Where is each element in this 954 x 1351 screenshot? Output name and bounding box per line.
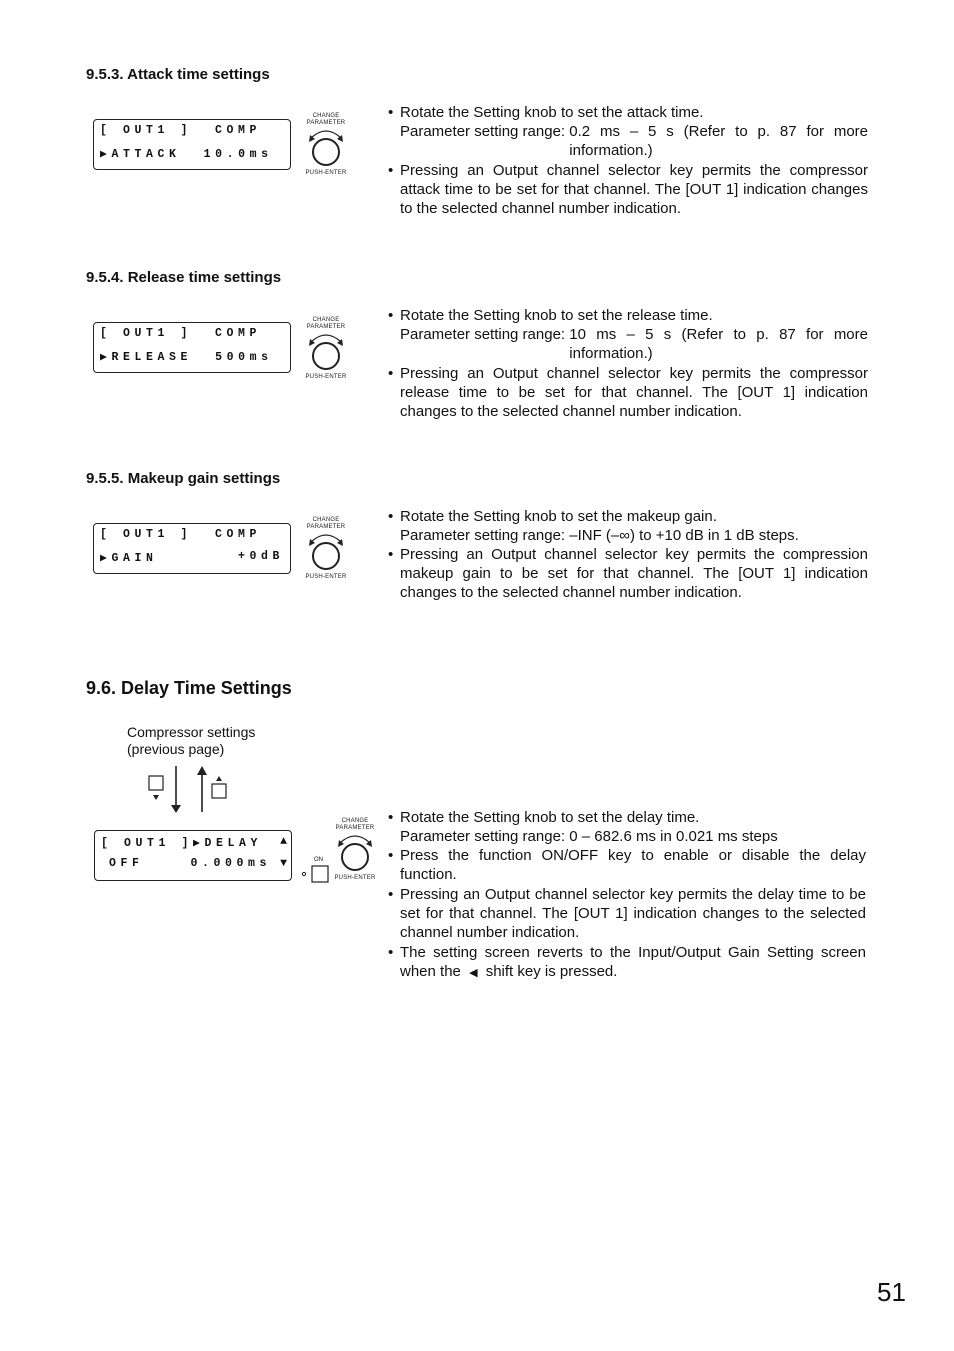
flow-caption-line: (previous page) <box>127 741 225 757</box>
flow-caption <box>127 724 255 758</box>
instruction-text: Pressing an Output channel selector key permits the delay time to be set for that channel. The [OUT 1] indication changes to the selected channel number indication. <box>400 886 866 941</box>
on-key-label: ON <box>314 857 323 863</box>
lcd-line-2 <box>100 349 273 364</box>
instruction-text: Pressing an Output channel selector key permits the compressor release time to be set for that channel. The [OUT 1] indication changes to the selected channel number indication. <box>400 365 868 420</box>
instruction-text: Rotate the Setting knob to set the release time. <box>400 307 713 324</box>
knob-caption-top: CHANGE <box>312 317 340 323</box>
bullet: • <box>388 307 394 324</box>
lcd-channel-label: [ OUT1 ] <box>101 837 194 850</box>
lcd-onoff-state: OFF <box>109 857 144 870</box>
knob-caption-bottom: PUSH-ENTER <box>305 574 347 580</box>
parameter-range <box>400 122 868 160</box>
knob-caption-top: CHANGE <box>341 818 369 824</box>
lcd-line-1 <box>101 835 285 850</box>
knob-caption-top: PARAMETER <box>335 825 375 831</box>
bullet: • <box>388 847 394 864</box>
bullet: • <box>388 944 394 961</box>
lcd-param-label: RELEASE <box>111 351 193 364</box>
bullet: • <box>388 546 394 563</box>
section-heading-attack: 9.5.3. Attack time settings <box>86 66 270 83</box>
cursor-arrow-icon: ▶ <box>100 148 112 161</box>
knob-icon <box>335 831 375 875</box>
bullet: • <box>388 886 394 903</box>
instruction-text: Rotate the Setting knob to set the delay time. <box>400 809 700 826</box>
range-value: 0.2 ms – 5 s (Refer to p. 87 for more information.) <box>569 123 868 159</box>
instruction-text: The setting screen reverts to the Input/Output Gain Setting screen when the <box>400 944 866 980</box>
lcd-line-2 <box>109 857 285 870</box>
bullet: • <box>388 508 394 525</box>
instruction-text: Pressing an Output channel selector key permits the compressor attack time to be set for that channel. The [OUT 1] indication changes to the selected channel number indication. <box>400 162 868 217</box>
knob-caption-top: CHANGE <box>312 113 340 119</box>
lcd-line-1: [ OUT1 ] COMP <box>100 124 262 137</box>
lcd-display-attack <box>93 119 291 170</box>
bullet: • <box>388 809 394 826</box>
bullet: • <box>388 162 394 179</box>
lcd-param-label: ATTACK <box>111 148 181 161</box>
knob-caption-top: PARAMETER <box>306 120 346 126</box>
lcd-line-2 <box>100 146 273 161</box>
knob-icon <box>306 126 346 170</box>
page-number: 51 <box>877 1277 906 1307</box>
instruction-text: Rotate the Setting knob to set the attack time. <box>400 104 704 121</box>
range-label: Parameter setting range: <box>400 123 570 140</box>
cursor-arrow-icon: ▶ <box>193 837 205 850</box>
scroll-up-icon: ▲ <box>280 835 287 848</box>
setting-knob[interactable] <box>296 317 356 381</box>
lcd-param-value: 500ms <box>215 351 273 364</box>
lcd-param-value: 10.0ms <box>203 148 273 161</box>
knob-icon <box>306 330 346 374</box>
navigation-flow-icon <box>140 762 240 814</box>
parameter-range: Parameter setting range: 0 – 682.6 ms in 0.021 ms steps <box>400 828 778 845</box>
knob-caption-top: PARAMETER <box>306 324 346 330</box>
lcd-param-label: GAIN <box>111 552 158 565</box>
knob-icon <box>306 530 346 574</box>
shift-key-icon: ◀ <box>469 967 478 979</box>
setting-knob[interactable] <box>296 113 356 177</box>
bullet: • <box>388 104 394 121</box>
parameter-range <box>400 325 868 363</box>
parameter-range: Parameter setting range: –INF (–∞) to +10 dB in 1 dB steps. <box>400 527 799 544</box>
instruction-text: Press the function ON/OFF key to enable or disable the delay function. <box>400 847 866 883</box>
knob-caption-bottom: PUSH-ENTER <box>334 875 376 881</box>
section-heading-delay: 9.6. Delay Time Settings <box>86 678 292 698</box>
lcd-display-delay <box>94 830 292 881</box>
knob-caption-bottom: PUSH-ENTER <box>305 374 347 380</box>
lcd-param-label: DELAY <box>204 837 263 850</box>
lcd-display-release <box>93 322 291 373</box>
scroll-down-icon: ▼ <box>280 857 287 870</box>
knob-caption-top: PARAMETER <box>306 524 346 530</box>
range-label: Parameter setting range: <box>400 326 570 343</box>
instruction-text: Pressing an Output channel selector key permits the compression makeup gain to be set for that channel. The [OUT 1] indication changes to the selected channel number indication. <box>400 546 868 601</box>
lcd-line-1: [ OUT1 ] COMP <box>100 327 262 340</box>
lcd-display-gain <box>93 523 291 574</box>
range-value: 10 ms – 5 s (Refer to p. 87 for more information.) <box>569 326 868 362</box>
instruction-text: Rotate the Setting knob to set the makeup gain. <box>400 508 717 525</box>
cursor-arrow-icon: ▶ <box>100 552 112 565</box>
setting-knob[interactable] <box>325 818 385 882</box>
lcd-param-value: 0.000ms <box>190 857 271 870</box>
setting-knob[interactable] <box>296 517 356 581</box>
lcd-param-value: +0dB <box>237 550 284 563</box>
lcd-line-2 <box>100 550 284 565</box>
knob-caption-bottom: PUSH-ENTER <box>305 170 347 176</box>
instruction-text: shift key is pressed. <box>485 963 618 980</box>
lcd-line-1: [ OUT1 ] COMP <box>100 528 262 541</box>
section-heading-gain: 9.5.5. Makeup gain settings <box>86 470 281 487</box>
section-heading-release: 9.5.4. Release time settings <box>86 269 282 286</box>
knob-caption-top: CHANGE <box>312 517 340 523</box>
flow-caption-line: Compressor settings <box>127 724 256 740</box>
cursor-arrow-icon: ▶ <box>100 351 112 364</box>
bullet: • <box>388 365 394 382</box>
